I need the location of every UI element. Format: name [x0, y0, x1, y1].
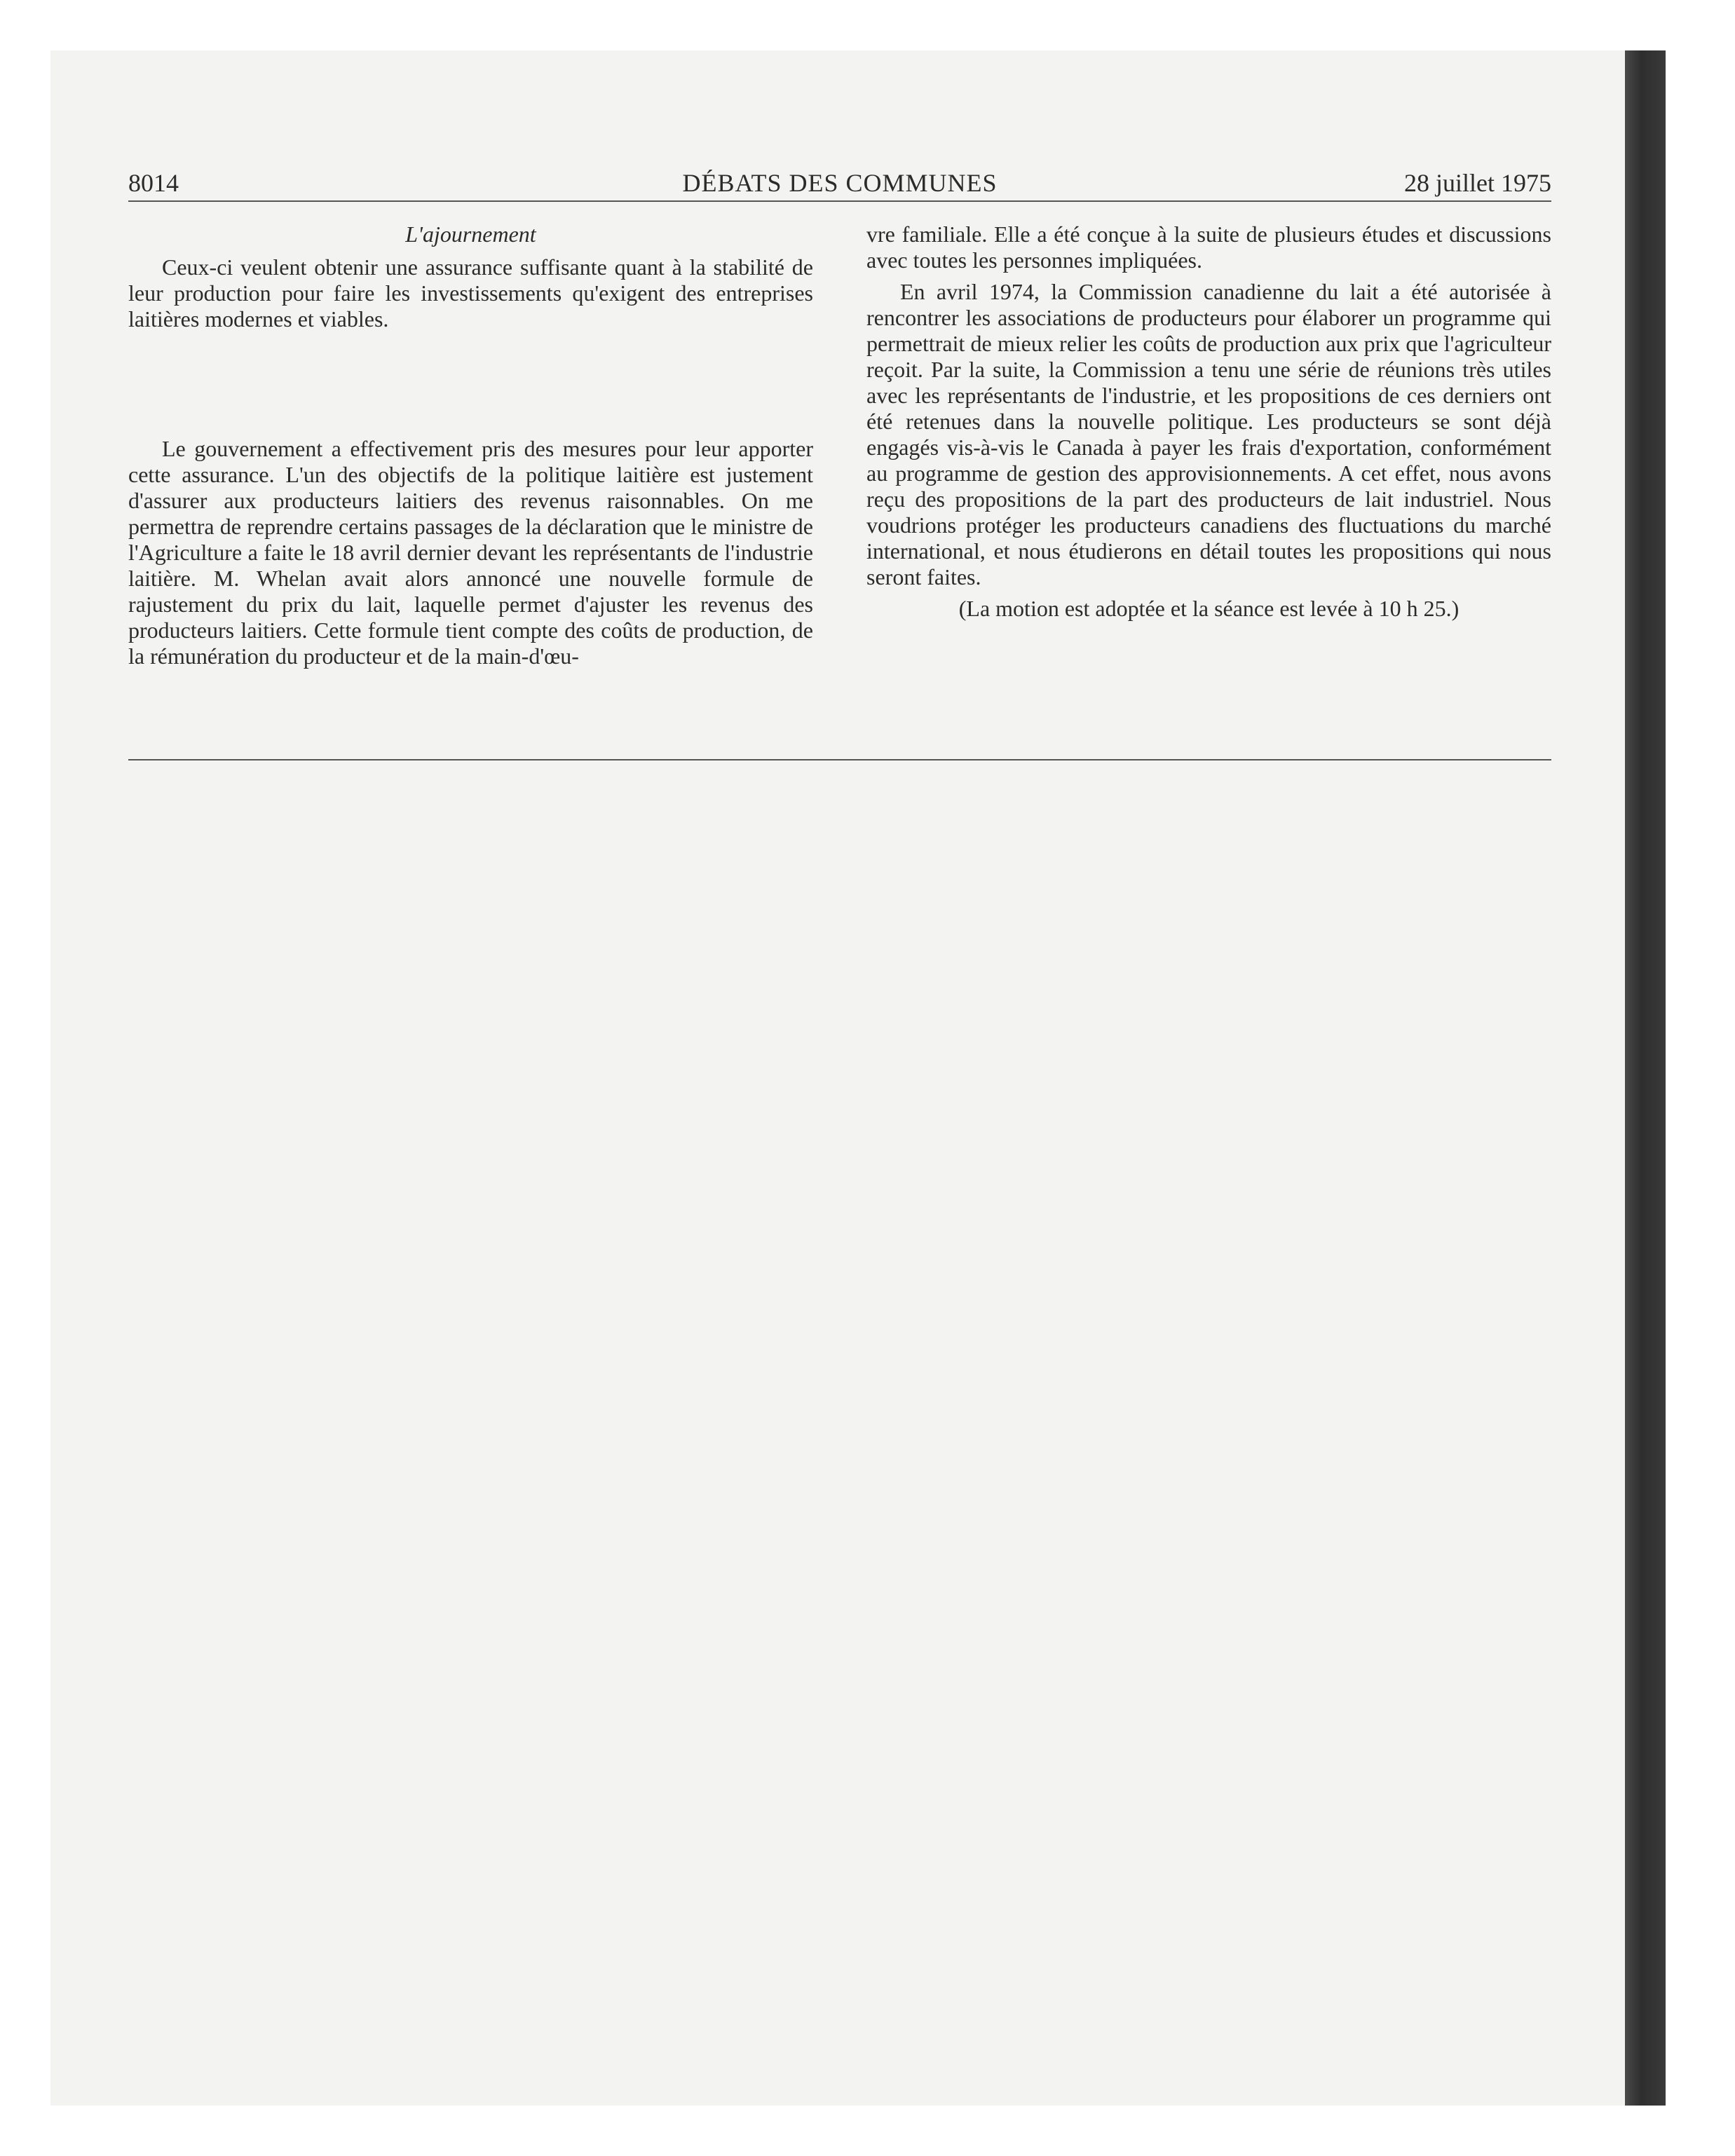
paragraph-government-measures: Le gouvernement a effectivement pris des mesures pour leur apporter cette assurance. L'un des objectifs de la politique laitière est justement d'assurer aux producteurs laitiers des revenus raisonnables. On me permettra de reprendre certains passages de la déclaration que le ministre de l'Agriculture a faite le 18 avril dernier devant les représentants de l'industrie laitière. M. Whelan avait alors annoncé une nouvelle formule de rajustement du prix du lait, laquelle permet d'ajuster les revenus des producteurs laitiers. Cette formule tient compte des coûts de production, de la rémunération du producteur et de la main-d'œu- — [128, 436, 813, 669]
right-column — [866, 221, 1551, 627]
left-column — [128, 221, 813, 669]
binding-edge — [1625, 50, 1666, 2106]
paragraph-producers-assurance: Ceux-ci veulent obtenir une assurance suffisante quant à la stabilité de leur production pour faire les investissements qu'exigent des entreprises laitières modernes et viables. — [128, 254, 813, 332]
closing-rule — [128, 759, 1551, 760]
paragraph-continuation: vre familiale. Elle a été conçue à la suite de plusieurs études et discussions avec toutes les personnes impliquées. — [866, 221, 1551, 273]
issue-date: 28 juillet 1975 — [1404, 169, 1551, 197]
header-rule — [128, 200, 1551, 202]
section-heading: L'ajournement — [405, 221, 536, 247]
running-head — [128, 165, 1551, 200]
journal-title: DÉBATS DES COMMUNES — [682, 169, 998, 197]
paragraph-milk-commission: En avril 1974, la Commission canadienne du lait a été autorisée à rencontrer les associations de producteurs pour élaborer un programme qui permettrait de mieux relier les coûts de production aux prix que l'agriculteur reçoit. Par la suite, la Commission a tenu une série de réunions très utiles avec les représentants de l'industrie, et les propositions de ces derniers ont été retenues dans la nouvelle politique. Les producteurs se sont déjà engagés vis-à-vis le Canada à payer les frais d'exportation, conformément au programme de gestion des approvisionnements. A cet effet, nous avons reçu des propositions de la part des producteurs de lait industriel. Nous voudrions protéger les producteurs canadiens des fluctuations du marché international, et nous étudierons en détail toutes les propositions qui nous seront faites. — [866, 279, 1551, 589]
page-number: 8014 — [128, 169, 179, 197]
procedural-note: (La motion est adoptée et la séance est levée à 10 h 25.) — [958, 596, 1460, 621]
